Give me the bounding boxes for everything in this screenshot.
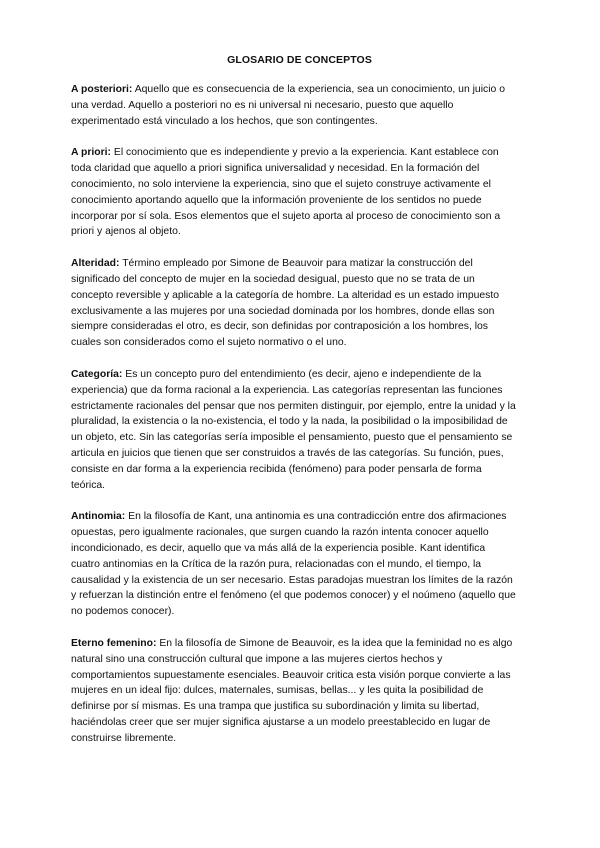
glossary-entry-a-priori: [71, 145, 516, 240]
glossary-term: Categoría:: [71, 368, 123, 380]
glossary-definition: El conocimiento que es independiente y previo a la experiencia. Kant establece con toda claridad que aquello a priori significa universalidad y necesidad. En la formación del conocimiento, no solo interviene la experiencia, sino que el sujeto construye activamente el conocimiento aportando aquello que la información proveniente de los sentidos no puede incorporar por sí sola. Esos elementos que el sujeto aporta al proceso de conocimiento son a priori y ajenos al objeto.: [71, 147, 501, 238]
glossary-definition: Es un concepto puro del entendimiento (es decir, ajeno e independiente de la experiencia) que da forma racional a la experiencia. Las categorías representan las funciones estrictamente racionales del pensar que nos permiten distinguir, por ejemplo, entre la unidad y la pluralidad, la existencia o la no-existencia, el todo y la nada, la posibilidad o la imposibilidad de un objeto, etc. Sin las categorías sería imposible el pensamiento, puesto que el pensamiento se articula en juicios que tienen que ser construidos a través de las categorías. Su función, pues, consiste en dar forma a la experiencia recibida (fenómeno) para poder pensarla de forma teórica.: [71, 368, 516, 491]
glossary-entry-alteridad: [71, 256, 516, 351]
glossary-entry-antinomia: [71, 509, 516, 620]
glossary-term: Antinomia:: [71, 511, 126, 523]
glossary-entry-categoria: [71, 367, 516, 493]
glossary-term: Alteridad:: [71, 258, 120, 270]
glossary-entry-a-posteriori: [71, 82, 516, 129]
glossary-term: A priori:: [71, 147, 112, 159]
glossary-term: A posteriori:: [71, 84, 133, 95]
glossary-definition: Término empleado por Simone de Beauvoir para matizar la construcción del significado del concepto de mujer en la sociedad desigual, puesto que no se trata de un concepto reversible y aplicable a la categoría de hombre. La alteridad es un estado impuesto exclusivamente a las mujeres por una sociedad dominada por los hombres, donde ellas son siempre consideradas el otro, es decir, son definidas por contraposición a los hombres, los cuales son considerados como el sujeto normativo o el uno.: [71, 258, 500, 349]
document-title: GLOSARIO DE CONCEPTOS: [227, 54, 372, 66]
glossary-entry-eterno-femenino: [71, 636, 516, 747]
glossary-definition: En la filosofía de Kant, una antinomia es una contradicción entre dos afirmaciones opuestas, pero igualmente racionales, que surgen cuando la razón intenta conocer aquello incondicionado, es decir, aquello que va más allá de la experiencia posible. Kant identifica cuatro antinomias en la Crítica de la razón pura, relacionadas con el mundo, el tiempo, la causalidad y la existencia de un ser necesario. Estas paradojas muestran los límites de la razón y refuerzan la distinción entre el fenómeno (el que podemos conocer) y el noúmeno (aquello que no podemos conocer).: [71, 511, 516, 618]
glossary-definition: Aquello que es consecuencia de la experiencia, sea un conocimiento, un juicio o una verdad. Aquello a posteriori no es ni universal ni necesario, puesto que aquello experimentado está vinculado a los hechos, que son contingentes.: [71, 84, 505, 127]
glossary-definition: En la filosofía de Simone de Beauvoir, es la idea que la feminidad no es algo natural sino una construcción cultural que impone a las mujeres ciertos hechos y comportamientos supuestamente esenciales. Beauvoir critica esta visión porque convierte a las mujeres en un ideal fijo: dulces, maternales, sumisas, bellas... y les quita la posibilidad de definirse por sí mismas. Es una trampa que justifica su subordinación y limita su libertad, haciéndolas creer que ser mujer significa ajustarse a un modelo preestablecido en lugar de construirse libremente.: [71, 637, 513, 744]
glossary-term: Eterno femenino:: [71, 637, 157, 649]
